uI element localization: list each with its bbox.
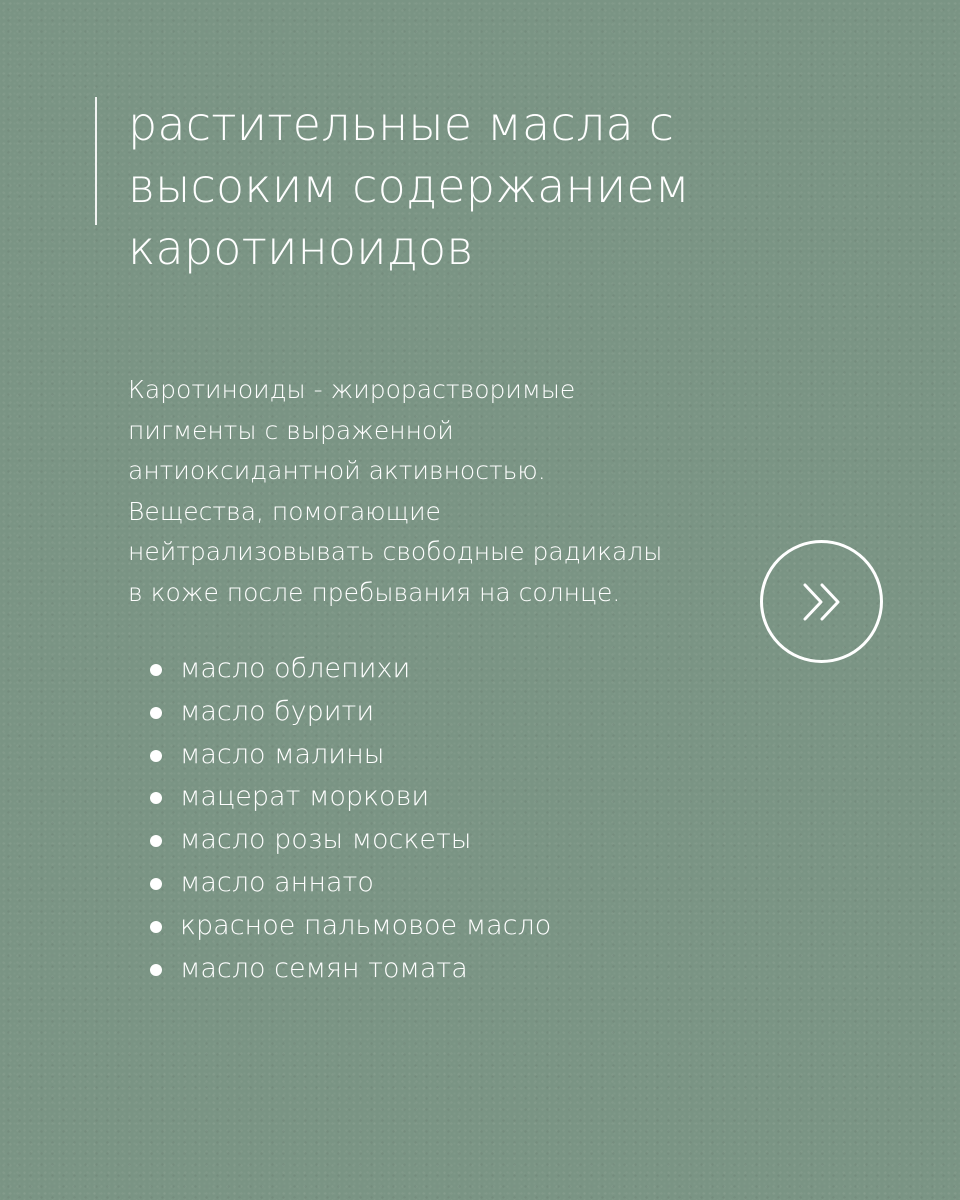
list-item: масло бурити [148, 691, 551, 734]
intro-line: пигменты с выраженной [128, 415, 454, 445]
list-item: масло розы москеты [148, 819, 551, 862]
slide-title [128, 93, 888, 279]
title-accent-line [95, 97, 97, 225]
intro-text [128, 370, 738, 613]
list-item: масло облепихи [148, 648, 551, 691]
list-item: масло семян томата [148, 948, 551, 991]
oil-list [148, 648, 551, 990]
title-line: высоким содержанием [128, 159, 690, 213]
title-line: каротиноидов [128, 221, 474, 275]
intro-line: Вещества, помогающие [128, 496, 441, 526]
intro-line: Каротиноиды - жирорастворимые [128, 375, 576, 404]
double-chevron-right-icon [789, 569, 855, 635]
intro-line: нейтрализовывать свободные радикалы [128, 537, 663, 566]
list-item: красное пальмовое масло [148, 905, 551, 948]
list-item: масло малины [148, 734, 551, 777]
intro-line: в коже после пребывания на солнце. [128, 577, 621, 607]
title-line: растительные масла с [128, 97, 675, 151]
list-item: масло аннато [148, 862, 551, 905]
list-item: мацерат моркови [148, 776, 551, 819]
intro-line: антиоксидантной активностью. [128, 456, 546, 485]
next-slide-button[interactable] [760, 540, 883, 663]
